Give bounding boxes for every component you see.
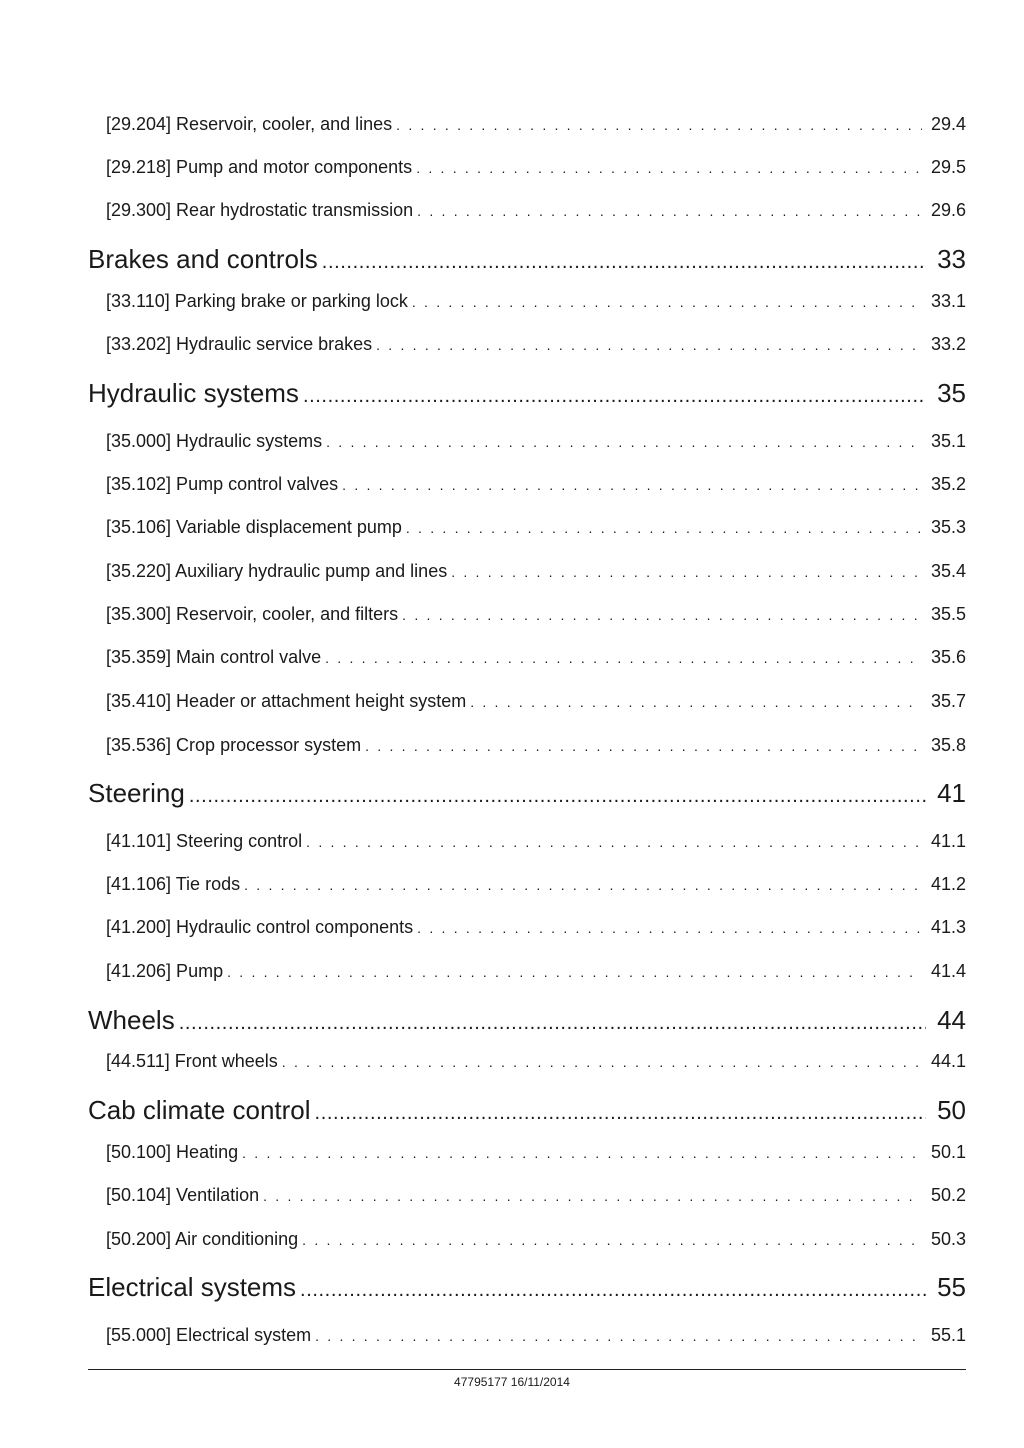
toc-entry-page: 41.3 — [930, 917, 966, 937]
toc-section[interactable] — [88, 1004, 966, 1039]
toc-entry-label: [35.000] Hydraulic systems — [106, 431, 323, 451]
toc-entry-label: [29.204] Reservoir, cooler, and lines — [106, 114, 393, 134]
toc-entry-label: [50.200] Air conditioning — [106, 1229, 299, 1249]
toc-entry-label: [35.300] Reservoir, cooler, and filters — [106, 604, 399, 624]
toc-entry[interactable] — [106, 430, 966, 453]
toc-section-label: Hydraulic systems — [88, 378, 299, 408]
dot-leader — [325, 647, 922, 669]
toc-entry-label: [35.410] Header or attachment height system — [106, 691, 467, 711]
toc-entry[interactable] — [106, 473, 966, 496]
toc-entry[interactable] — [106, 560, 966, 583]
toc-entry-page: 29.6 — [930, 200, 966, 220]
toc-entry[interactable] — [106, 333, 966, 356]
toc-section-label: Cab climate control — [88, 1095, 311, 1125]
toc-section-page: 33 — [937, 244, 966, 274]
toc-section-page: 44 — [937, 1005, 966, 1035]
toc-section-page: 41 — [937, 778, 966, 808]
toc-entry[interactable] — [106, 646, 966, 669]
toc-section-page: 50 — [937, 1095, 966, 1125]
toc-entry[interactable] — [106, 516, 966, 539]
toc-entry[interactable] — [106, 603, 966, 626]
toc-entry-page: 35.1 — [930, 431, 966, 451]
toc-entry-page: 35.6 — [930, 647, 966, 667]
toc-entry-label: [41.106] Tie rods — [106, 874, 241, 894]
toc-entry-label: [50.104] Ventilation — [106, 1185, 260, 1205]
dot-leader — [263, 1185, 922, 1207]
toc-entry-page: 50.2 — [930, 1185, 966, 1205]
toc-section-page: 55 — [937, 1272, 966, 1302]
toc-section[interactable] — [88, 377, 966, 412]
toc-entry-page: 41.4 — [930, 961, 966, 981]
dot-leader — [417, 917, 922, 939]
toc-entry[interactable] — [106, 873, 966, 896]
dot-leader — [402, 604, 922, 626]
dot-leader — [322, 246, 926, 278]
toc-entry-label: [35.359] Main control valve — [106, 647, 322, 667]
dot-leader — [326, 431, 922, 453]
toc-entry[interactable] — [106, 734, 966, 757]
dot-leader — [302, 1229, 922, 1251]
toc-entry-label: [33.202] Hydraulic service brakes — [106, 334, 373, 354]
toc-entry[interactable] — [106, 1050, 966, 1073]
toc-entry[interactable] — [106, 1324, 966, 1347]
toc-entry[interactable] — [106, 290, 966, 313]
toc-entry[interactable] — [106, 960, 966, 983]
dot-leader — [227, 961, 922, 983]
toc-entry-label: [41.200] Hydraulic control components — [106, 917, 414, 937]
dot-leader — [303, 380, 926, 412]
toc-entry-label: [29.300] Rear hydrostatic transmission — [106, 200, 414, 220]
toc-entry-page: 44.1 — [930, 1051, 966, 1071]
dot-leader — [396, 114, 922, 136]
toc-entry-label: [41.206] Pump — [106, 961, 224, 981]
toc-entry-label: [35.106] Variable displacement pump — [106, 517, 402, 537]
toc-entry-label: [44.511] Front wheels — [106, 1051, 278, 1071]
dot-leader — [406, 517, 922, 539]
toc-entry-page: 29.5 — [930, 157, 966, 177]
toc-section[interactable] — [88, 1094, 966, 1129]
dot-leader — [416, 157, 922, 179]
toc-entry[interactable] — [106, 156, 966, 179]
toc-entry[interactable] — [106, 690, 966, 713]
toc-entry-label: [50.100] Heating — [106, 1142, 239, 1162]
dot-leader — [315, 1097, 926, 1129]
toc-entry[interactable] — [106, 1228, 966, 1251]
toc-section-label: Wheels — [88, 1005, 175, 1035]
toc-section[interactable] — [88, 243, 966, 278]
dot-leader — [189, 780, 926, 812]
dot-leader — [306, 831, 922, 853]
toc-entry[interactable] — [106, 1184, 966, 1207]
toc-entry[interactable] — [106, 199, 966, 222]
toc-entry-page: 33.1 — [930, 291, 966, 311]
dot-leader — [365, 735, 922, 757]
dot-leader — [376, 334, 922, 356]
toc-entry-page: 35.2 — [930, 474, 966, 494]
toc-entry-page: 50.3 — [930, 1229, 966, 1249]
toc-entry-page: 41.1 — [930, 831, 966, 851]
dot-leader — [244, 874, 922, 896]
dot-leader — [417, 200, 922, 222]
dot-leader — [242, 1142, 922, 1164]
toc-section[interactable] — [88, 1271, 966, 1306]
toc-entry[interactable] — [106, 830, 966, 853]
footer-divider — [88, 1369, 966, 1370]
toc-entry-page: 35.4 — [930, 561, 966, 581]
toc-entry-label: [55.000] Electrical system — [106, 1325, 312, 1345]
toc-section-label: Steering — [88, 778, 185, 808]
toc-entry-page: 35.7 — [930, 691, 966, 711]
toc-entry-page: 29.4 — [930, 114, 966, 134]
dot-leader — [451, 561, 922, 583]
dot-leader — [300, 1274, 926, 1306]
toc-entry[interactable] — [106, 1141, 966, 1164]
toc-entry-label: [35.536] Crop processor system — [106, 735, 362, 755]
toc-entry-page: 50.1 — [930, 1142, 966, 1162]
toc-entry-label: [35.220] Auxiliary hydraulic pump and lines — [106, 561, 448, 581]
dot-leader — [282, 1051, 922, 1073]
toc-entry-label: [29.218] Pump and motor components — [106, 157, 413, 177]
toc-entry[interactable] — [106, 113, 966, 136]
dot-leader — [470, 691, 922, 713]
toc-entry-page: 55.1 — [930, 1325, 966, 1345]
toc-section-label: Brakes and controls — [88, 244, 318, 274]
toc-entry-page: 41.2 — [930, 874, 966, 894]
toc-entry-label: [35.102] Pump control valves — [106, 474, 339, 494]
dot-leader — [315, 1325, 922, 1347]
footer-document-id: 47795177 16/11/2014 — [454, 1375, 570, 1389]
toc-section-page: 35 — [937, 378, 966, 408]
toc-entry-label: [33.110] Parking brake or parking lock — [106, 291, 408, 311]
toc-entry-page: 35.8 — [930, 735, 966, 755]
toc-entry[interactable] — [106, 916, 966, 939]
toc-section-label: Electrical systems — [88, 1272, 297, 1302]
toc-section[interactable] — [88, 777, 966, 812]
dot-leader — [342, 474, 922, 496]
toc-entry-page: 35.3 — [930, 517, 966, 537]
toc-entry-page: 33.2 — [930, 334, 966, 354]
dot-leader — [412, 291, 922, 313]
toc-entry-label: [41.101] Steering control — [106, 831, 303, 851]
toc-entry-page: 35.5 — [930, 604, 966, 624]
dot-leader — [179, 1007, 926, 1039]
